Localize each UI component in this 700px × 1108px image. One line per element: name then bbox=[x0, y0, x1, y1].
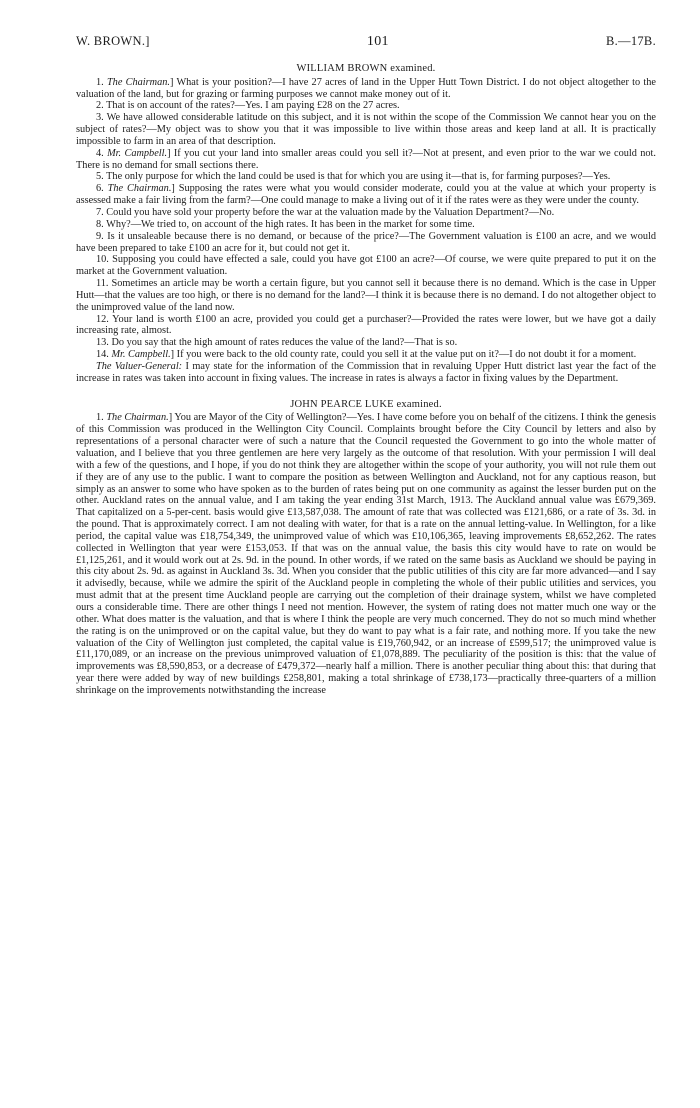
question-number: 4. bbox=[96, 147, 108, 159]
question-number: 6. bbox=[96, 183, 108, 195]
testimony-paragraph bbox=[76, 207, 656, 219]
testimony-paragraph bbox=[76, 219, 656, 231]
testimony-paragraph bbox=[76, 361, 656, 385]
testimony-paragraph bbox=[76, 183, 656, 207]
section-title: WILLIAM BROWN examined. bbox=[296, 62, 436, 74]
question-number: 12. bbox=[96, 313, 113, 325]
testimony-text: Could you have sold your property before the war at the valuation made by the Valuation Department?—No. bbox=[106, 206, 555, 218]
testimony-text: That is on account of the rates?—Yes. I am paying £28 on the 27 acres. bbox=[106, 100, 400, 112]
speaker-name: Mr. Campbell. bbox=[111, 349, 171, 361]
testimony-text: ] Supposing the rates were what you would consider moderate, could you at the value at which your property is assessed make a fair living from the farm?—One could manage to make a living out of it if the rates were as they were under the county. bbox=[76, 183, 656, 207]
testimony-paragraph bbox=[76, 349, 656, 361]
question-number: 13. bbox=[96, 337, 112, 349]
testimony-paragraph bbox=[76, 278, 656, 314]
question-number: 7. bbox=[96, 206, 107, 218]
testimony-paragraph bbox=[76, 100, 656, 112]
testimony-paragraph bbox=[76, 337, 656, 349]
testimony-paragraph bbox=[76, 148, 656, 172]
question-number: 1. bbox=[96, 412, 107, 424]
page-number: 101 bbox=[366, 34, 389, 49]
speaker-name: The Valuer-General: bbox=[96, 360, 183, 372]
testimony-text: ] If you were back to the old county rate, could you sell it at the value put on it?—I do not doubt it for a moment. bbox=[170, 349, 637, 361]
question-number: 11. bbox=[96, 278, 112, 290]
speaker-name: The Chairman. bbox=[106, 76, 170, 88]
question-number: 1. bbox=[96, 76, 107, 88]
testimony-text: The only purpose for which the land could be used is that for which you are using it—that is, for farming purposes?—Yes. bbox=[106, 171, 611, 183]
speaker-name: The Chairman. bbox=[107, 183, 172, 195]
testimony-text: We have allowed considerable latitude on this subject, and it is not within the scope of the Commission We cannot hear you on the subject of rates?—My object was to show you that it was impossible to live within those areas and keep land at all. It is practically impossible to farm in an area of that description. bbox=[76, 112, 656, 147]
testimony-paragraph bbox=[76, 171, 656, 183]
testimony-text: ] What is your position?—I have 27 acres of land in the Upper Hutt Town District. I do not object altogether to the valuation of the land, but for grazing or farming purposes we cannot make money out of it. bbox=[76, 76, 656, 100]
testimony-text: Supposing you could have effected a sale, could you have got £100 an acre?—Of course, we were quite prepared to put it on the market at the Government valuation. bbox=[76, 254, 656, 278]
section-title: JOHN PEARCE LUKE examined. bbox=[290, 398, 442, 410]
testimony-text: ] If you cut your land into smaller areas could you sell it?—Not at present, and even prior to the war we could not. There is no demand for small sections there. bbox=[76, 147, 656, 171]
testimony-text: Why?—We tried to, on account of the high rates. It has been in the market for some time. bbox=[106, 218, 475, 230]
question-number: 14. bbox=[96, 349, 112, 361]
speaker-name: Mr. Campbell. bbox=[107, 147, 168, 159]
testimony-text: Sometimes an article may be worth a certain figure, but you cannot sell it because there is no demand. Which is the case in Upper Hutt—that the values are too high, or there is no demand for the land?—I think it is because there is no demand. I do not altogether object to the unimproved value of the land now. bbox=[76, 278, 656, 313]
testimony-paragraph bbox=[76, 112, 656, 148]
question-number: 8. bbox=[96, 218, 107, 230]
testimony-text: I may state for the information of the Commission that in revaluing Upper Hutt district last year the fact of the increase in rates was taken into account in fixing values. The increase in rates is always a factor in fixing values by the Department. bbox=[76, 360, 656, 384]
question-number: 10. bbox=[96, 254, 113, 266]
document-body bbox=[76, 63, 656, 697]
testimony-paragraph bbox=[76, 314, 656, 338]
question-number: 2. bbox=[96, 100, 107, 112]
running-head bbox=[76, 36, 656, 48]
header-witness-name: W. BROWN.] bbox=[76, 34, 150, 48]
testimony-paragraph bbox=[76, 254, 656, 278]
testimony-paragraph bbox=[76, 412, 656, 696]
testimony-paragraph bbox=[76, 231, 656, 255]
testimony-text: ] You are Mayor of the City of Wellington?—Yes. I have come before you on behalf of the citizens. I think the genesis of this Commission was produced in the Wellington City Council. Complaints brought before the City Council by letters and also by representations of a personal character were of such a nature that the Council requested the Government to go into the whole matter of valuation, and I believe that you three gentlemen are here very largely as the outcome of that resolution. With your permission I will deal with a few of the questions, and I hope, if you do not think they are altogether within the scope of your authority, you will not rule them out if they are of any use to the public. I want to compare the position as between Wellington and Auckland, not for any captious reason, but simply as an answer to some who have spoken as to the burden of rates being put on one community as against the lesser burden put on the other. Auckland rates on the annual value, and I am taking the year ending 31st March, 1913. The Auckland annual value was £679,369. That capitalized on a 5-per-cent. basis would give £13,587,038. The amount of rate that was collected was £121,686, or a rate of 3s. 3d. in the pound. That is approximately correct. I am not dealing with water, for that is a rate on the annual letting-value. In Wellington, for a like period, the capital value was £18,754,349, the unimproved value of which was £10,106,365, leaving improvements £8,652,262. The rates collected in Wellington that year were £153,053. If that was on the annual value, the basis this city would have to rate on would be £1,125,261, and it would work out at 2s. 9d. in the pound. In other words, if we rated on the same basis as Auckland we should be paying in this city about 2s. 9d. as against in Auckland 3s. 3d. When you consider that the public utilities of this city are far more advanced—and I say it advisedly, because, while we admire the spirit of the Auckland people in completing the whole of their public utilities and services, you must admit that at the present time Auckland people are carrying out the completion of their drainage system, whilst we have completed ours a considerable time. There are other things I need not mention. However, the system of rating does not matter much one way or the other. What does matter is the valuation, and that is where I think the people are very much concerned. They do not so much mind whether the rating is on the unimproved or on the capital value, but they do want to pay what is a fair rate, and nothing more. If you take the new valuation of the City of Wellington just completed, the capital value is £19,760,942, or an increase of £599,517; the unimproved value is £11,170,089, or an increase on the previous unimproved valuation of £1,078,889. The peculiarity of the position is this: that the value of improvements was £8,590,853, or a decrease of £479,372—nearly half a million. There is another peculiar thing about this: that during that year there were added by way of new buildings £258,801, making a total shrinkage of £738,173—practically three-quarters of a million shrinkage on the improvements notwithstanding the increase bbox=[76, 412, 656, 696]
testimony-text: Do you say that the high amount of rates reduces the value of the land?—That is so. bbox=[111, 337, 458, 349]
testimony-text: Is it unsaleable because there is no demand, or because of the price?—The Government valuation is £100 an acre, and we would have been prepared to take £100 an acre for it, but could not get it. bbox=[76, 230, 656, 254]
question-number: 3. bbox=[96, 112, 107, 124]
testimony-text: Your land is worth £100 an acre, provided you could get a purchaser?—Provided the rates were lower, but we have got a daily increasing rate, almost. bbox=[76, 313, 656, 337]
header-paper-reference: B.—17B. bbox=[605, 34, 656, 48]
testimony-paragraph bbox=[76, 77, 656, 101]
speaker-name: The Chairman. bbox=[106, 412, 169, 424]
question-number: 5. bbox=[96, 171, 107, 183]
question-number: 9. bbox=[96, 230, 108, 242]
